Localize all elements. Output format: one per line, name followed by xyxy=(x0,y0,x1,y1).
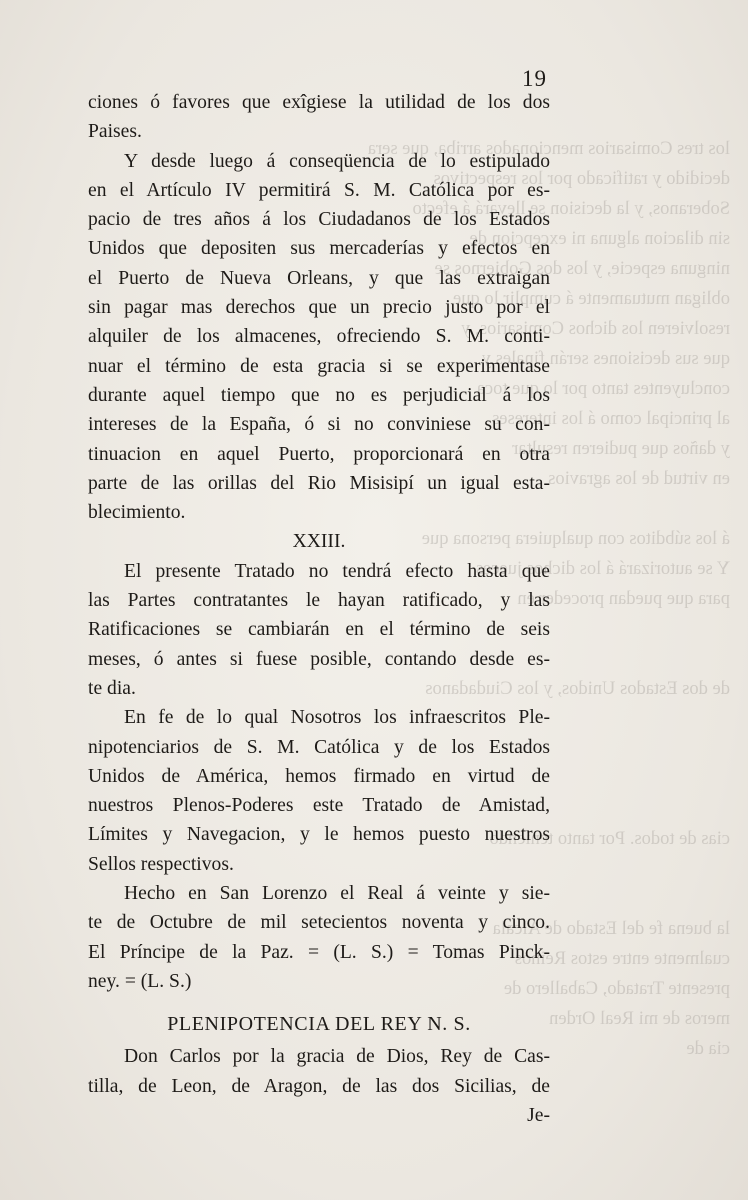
page-number: 19 xyxy=(522,66,547,91)
section-heading: PLENIPOTENCIA DEL REY N. S. xyxy=(167,1013,471,1036)
text-line: parte de las orillas del Rio Misisipí un igual esta- xyxy=(88,472,550,494)
text-line: intereses de la España, ó si no conviniese su con- xyxy=(88,414,550,436)
text-line: durante aquel tiempo que no es perjudicial á los xyxy=(88,384,550,406)
text-line: ney. = (L. S.) xyxy=(88,970,192,992)
text-line: meses, ó antes si fuese posible, contando desde es- xyxy=(88,648,550,670)
article-number: XXIII. xyxy=(292,531,346,553)
text-line: alquiler de los almacenes, ofreciendo S. M. conti- xyxy=(88,326,550,348)
text-line: el Puerto de Nueva Orleans, y que las extraigan xyxy=(88,267,550,289)
catchword: Je- xyxy=(527,1104,550,1126)
text-line: Unidos de América, hemos firmado en virtud de xyxy=(88,765,550,787)
text-line: El Príncipe de la Paz. = (L. S.) = Tomas Pinck- xyxy=(88,941,550,963)
text-line: ciones ó favores que exîgiese la utilidad de los dos xyxy=(88,92,550,113)
text-line: las Partes contratantes le hayan ratificado, y las xyxy=(88,590,550,612)
text-line: Y desde luego á conseqüencia de lo estipulado xyxy=(124,150,550,172)
text-line: En fe de lo qual Nosotros los infraescritos Ple- xyxy=(124,707,550,729)
text-line: Unidos que depositen sus mercaderías y efectos en xyxy=(88,238,550,260)
text-line: Ratificaciones se cambiarán en el término de seis xyxy=(88,619,550,641)
text-line: nuestros Plenos-Poderes este Tratado de Amistad, xyxy=(88,795,550,817)
text-line: Límites y Navegacion, y le hemos puesto nuestros xyxy=(88,824,550,846)
text-line: sin pagar mas derechos que un precio justo por el xyxy=(88,297,550,319)
text-line: pacio de tres años á los Ciudadanos de los Estados xyxy=(88,209,550,231)
text-line: te de Octubre de mil setecientos noventa y cinco. xyxy=(88,912,550,934)
text-line: te dia. xyxy=(88,677,136,699)
text-line: Hecho en San Lorenzo el Real á veinte y sie- xyxy=(124,883,550,905)
text-line: El presente Tratado no tendrá efecto hasta que xyxy=(124,560,550,582)
text-line: Paises. xyxy=(88,121,142,143)
bleed-through-texture: los tres Comisarios mencionados arriba, que sera decidido y ratificado por los respectivos Soberanos, y la decision se llevará á efecto sin dilacion alguna ni excepcion de ninguna especie, y los dos Gobiernos se obligan mutuamente á cumplir lo que resolvieren los dichos Comisarios, y que sus decisiones serán finales y concluyentes tanto por lo que toca al principal como á los intereses y daños que pudieren resultar en virtud de los agravios á los súbditos con qualquiera persona que Y se autorizará á los dichos jueces para que puedan proceder en de dos Estados Unidos, y los Ciudadanos cias de todos. Por tanto teniendo la buena fe del Estado de Alcala cualmente entre estos Reinos presente Tratado, Caballero de meros de mi Real Orden cia de xyxy=(367,139,730,1059)
text-line: nipotenciarios de S. M. Católica y de los Estados xyxy=(88,736,550,758)
text-line: Sellos respectivos. xyxy=(88,853,234,875)
text-line: Don Carlos por la gracia de Dios, Rey de Cas- xyxy=(124,1046,550,1068)
text-line: tilla, de Leon, de Aragon, de las dos Sicilias, de xyxy=(88,1075,550,1097)
body-text xyxy=(88,88,550,1130)
text-line: tinuacion en aquel Puerto, proporcionará en otra xyxy=(88,443,550,465)
text-line: blecimiento. xyxy=(88,502,186,524)
text-line: nuar el término de esta gracia si se experimentase xyxy=(88,355,550,377)
text-line: en el Artículo IV permitirá S. M. Católica por es- xyxy=(88,179,550,201)
